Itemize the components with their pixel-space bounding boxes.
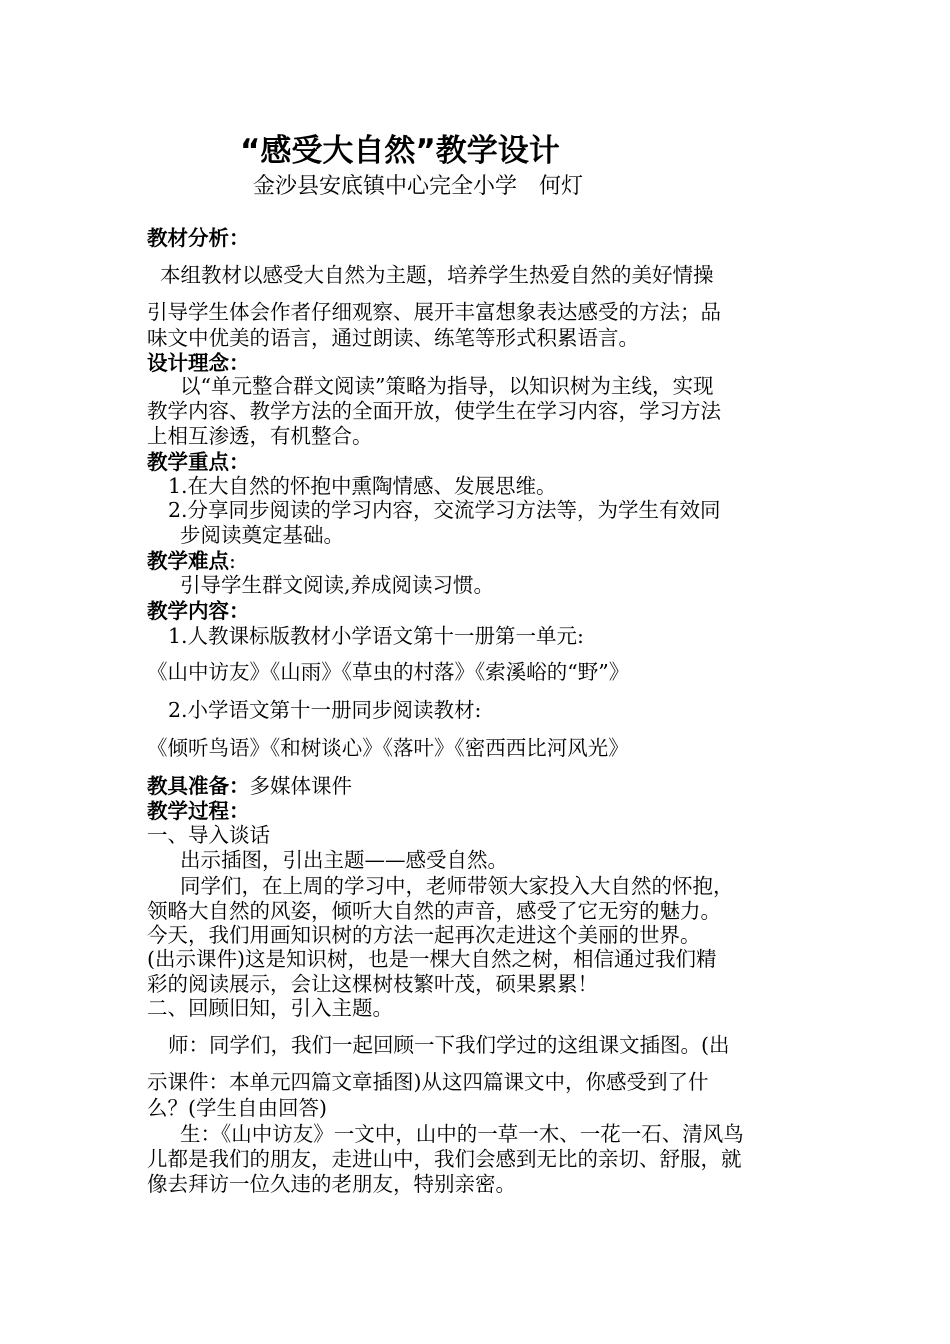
difficulties-heading: 教学难点 [147, 549, 229, 573]
paragraph-line: 教学内容、教学方法的全面开放，使学生在学习内容，学习方法 [147, 399, 721, 423]
paragraph-line: 生：《山中访友》一文中，山中的一草一木、一花一石、清风鸟 [180, 1122, 744, 1146]
author-line: 金沙县安底镇中心完全小学 何灯 [253, 174, 584, 199]
key-points-heading: 教学重点： [147, 450, 250, 474]
difficulties-colon: : [229, 549, 236, 573]
book-titles-line: 《山中访友》《山雨》《草虫的村落》《索溪峪的“野”》 [147, 660, 630, 684]
paragraph-line: 么？(学生自由回答) [147, 1096, 327, 1120]
design-concept-heading: 设计理念： [147, 351, 250, 375]
paragraph-line: 同学们，在上周的学习中，老师带领大家投入大自然的怀抱， [180, 874, 734, 898]
content-heading: 教学内容： [147, 599, 250, 623]
tools-label: 教具准备： [147, 774, 250, 798]
paragraph-line: 出示插图，引出主题——感受自然。 [180, 848, 508, 872]
section-heading: 二、回顾旧知，引入主题。 [147, 996, 393, 1020]
list-item: 1.在大自然的怀抱中熏陶情感、发展思维。 [168, 474, 557, 498]
paragraph-line: (出示课件)这是知识树，也是一棵大自然之树，相信通过我们精 [147, 947, 717, 971]
section-heading: 一、导入谈话 [147, 823, 270, 847]
process-heading: 教学过程： [147, 799, 250, 823]
list-item: 2.小学语文第十一册同步阅读教材: [168, 698, 482, 722]
list-item: 步阅读奠定基础。 [180, 523, 344, 547]
paragraph-line: 引导学生群文阅读,养成阅读习惯。 [180, 573, 495, 597]
paragraph-line: 师：同学们，我们一起回顾一下我们学过的这组课文插图。(出 [168, 1033, 730, 1057]
list-item: 1.人教课标版教材小学语文第十一册第一单元: [168, 624, 584, 648]
paragraph-line: 像去拜访一位久违的老朋友，特别亲密。 [147, 1172, 516, 1196]
paragraph-line: 味文中优美的语言，通过朗读、练笔等形式积累语言。 [147, 326, 639, 350]
document-title: “感受大自然”教学设计 [240, 133, 560, 169]
textbook-analysis-heading: 教材分析： [147, 226, 250, 250]
paragraph-line: 儿都是我们的朋友，走进山中，我们会感到无比的亲切、舒服，就 [147, 1147, 742, 1171]
paragraph-line: 以“单元整合群文阅读”策略为指导，以知识树为主线，实现 [180, 374, 714, 398]
paragraph-line: 今天，我们用画知识树的方法一起再次走进这个美丽的世界。 [147, 923, 701, 947]
paragraph-line: 引导学生体会作者仔细观察、展开丰富想象表达感受的方法；品 [147, 300, 721, 324]
paragraph-line: 示课件：本单元四篇文章插图)从这四篇课文中，你感受到了什 [147, 1070, 709, 1094]
tools-line [147, 773, 352, 799]
tools-value: 多媒体课件 [249, 774, 352, 798]
paragraph-line: 本组教材以感受大自然为主题，培养学生热爱自然的美好情操 [160, 263, 714, 287]
list-item: 2.分享同步阅读的学习内容，交流学习方法等，为学生有效同 [168, 498, 721, 522]
paragraph-line: 彩的阅读展示，会让这棵树枝繁叶茂，硕果累累！ [147, 972, 598, 996]
paragraph-line: 领略大自然的风姿，倾听大自然的声音，感受了它无穷的魅力。 [147, 899, 721, 923]
paragraph-line: 上相互渗透，有机整合。 [147, 424, 373, 448]
book-titles-line: 《倾听鸟语》《和树谈心》《落叶》《密西西比河风光》 [147, 736, 629, 760]
difficulties-heading-line [147, 548, 236, 574]
